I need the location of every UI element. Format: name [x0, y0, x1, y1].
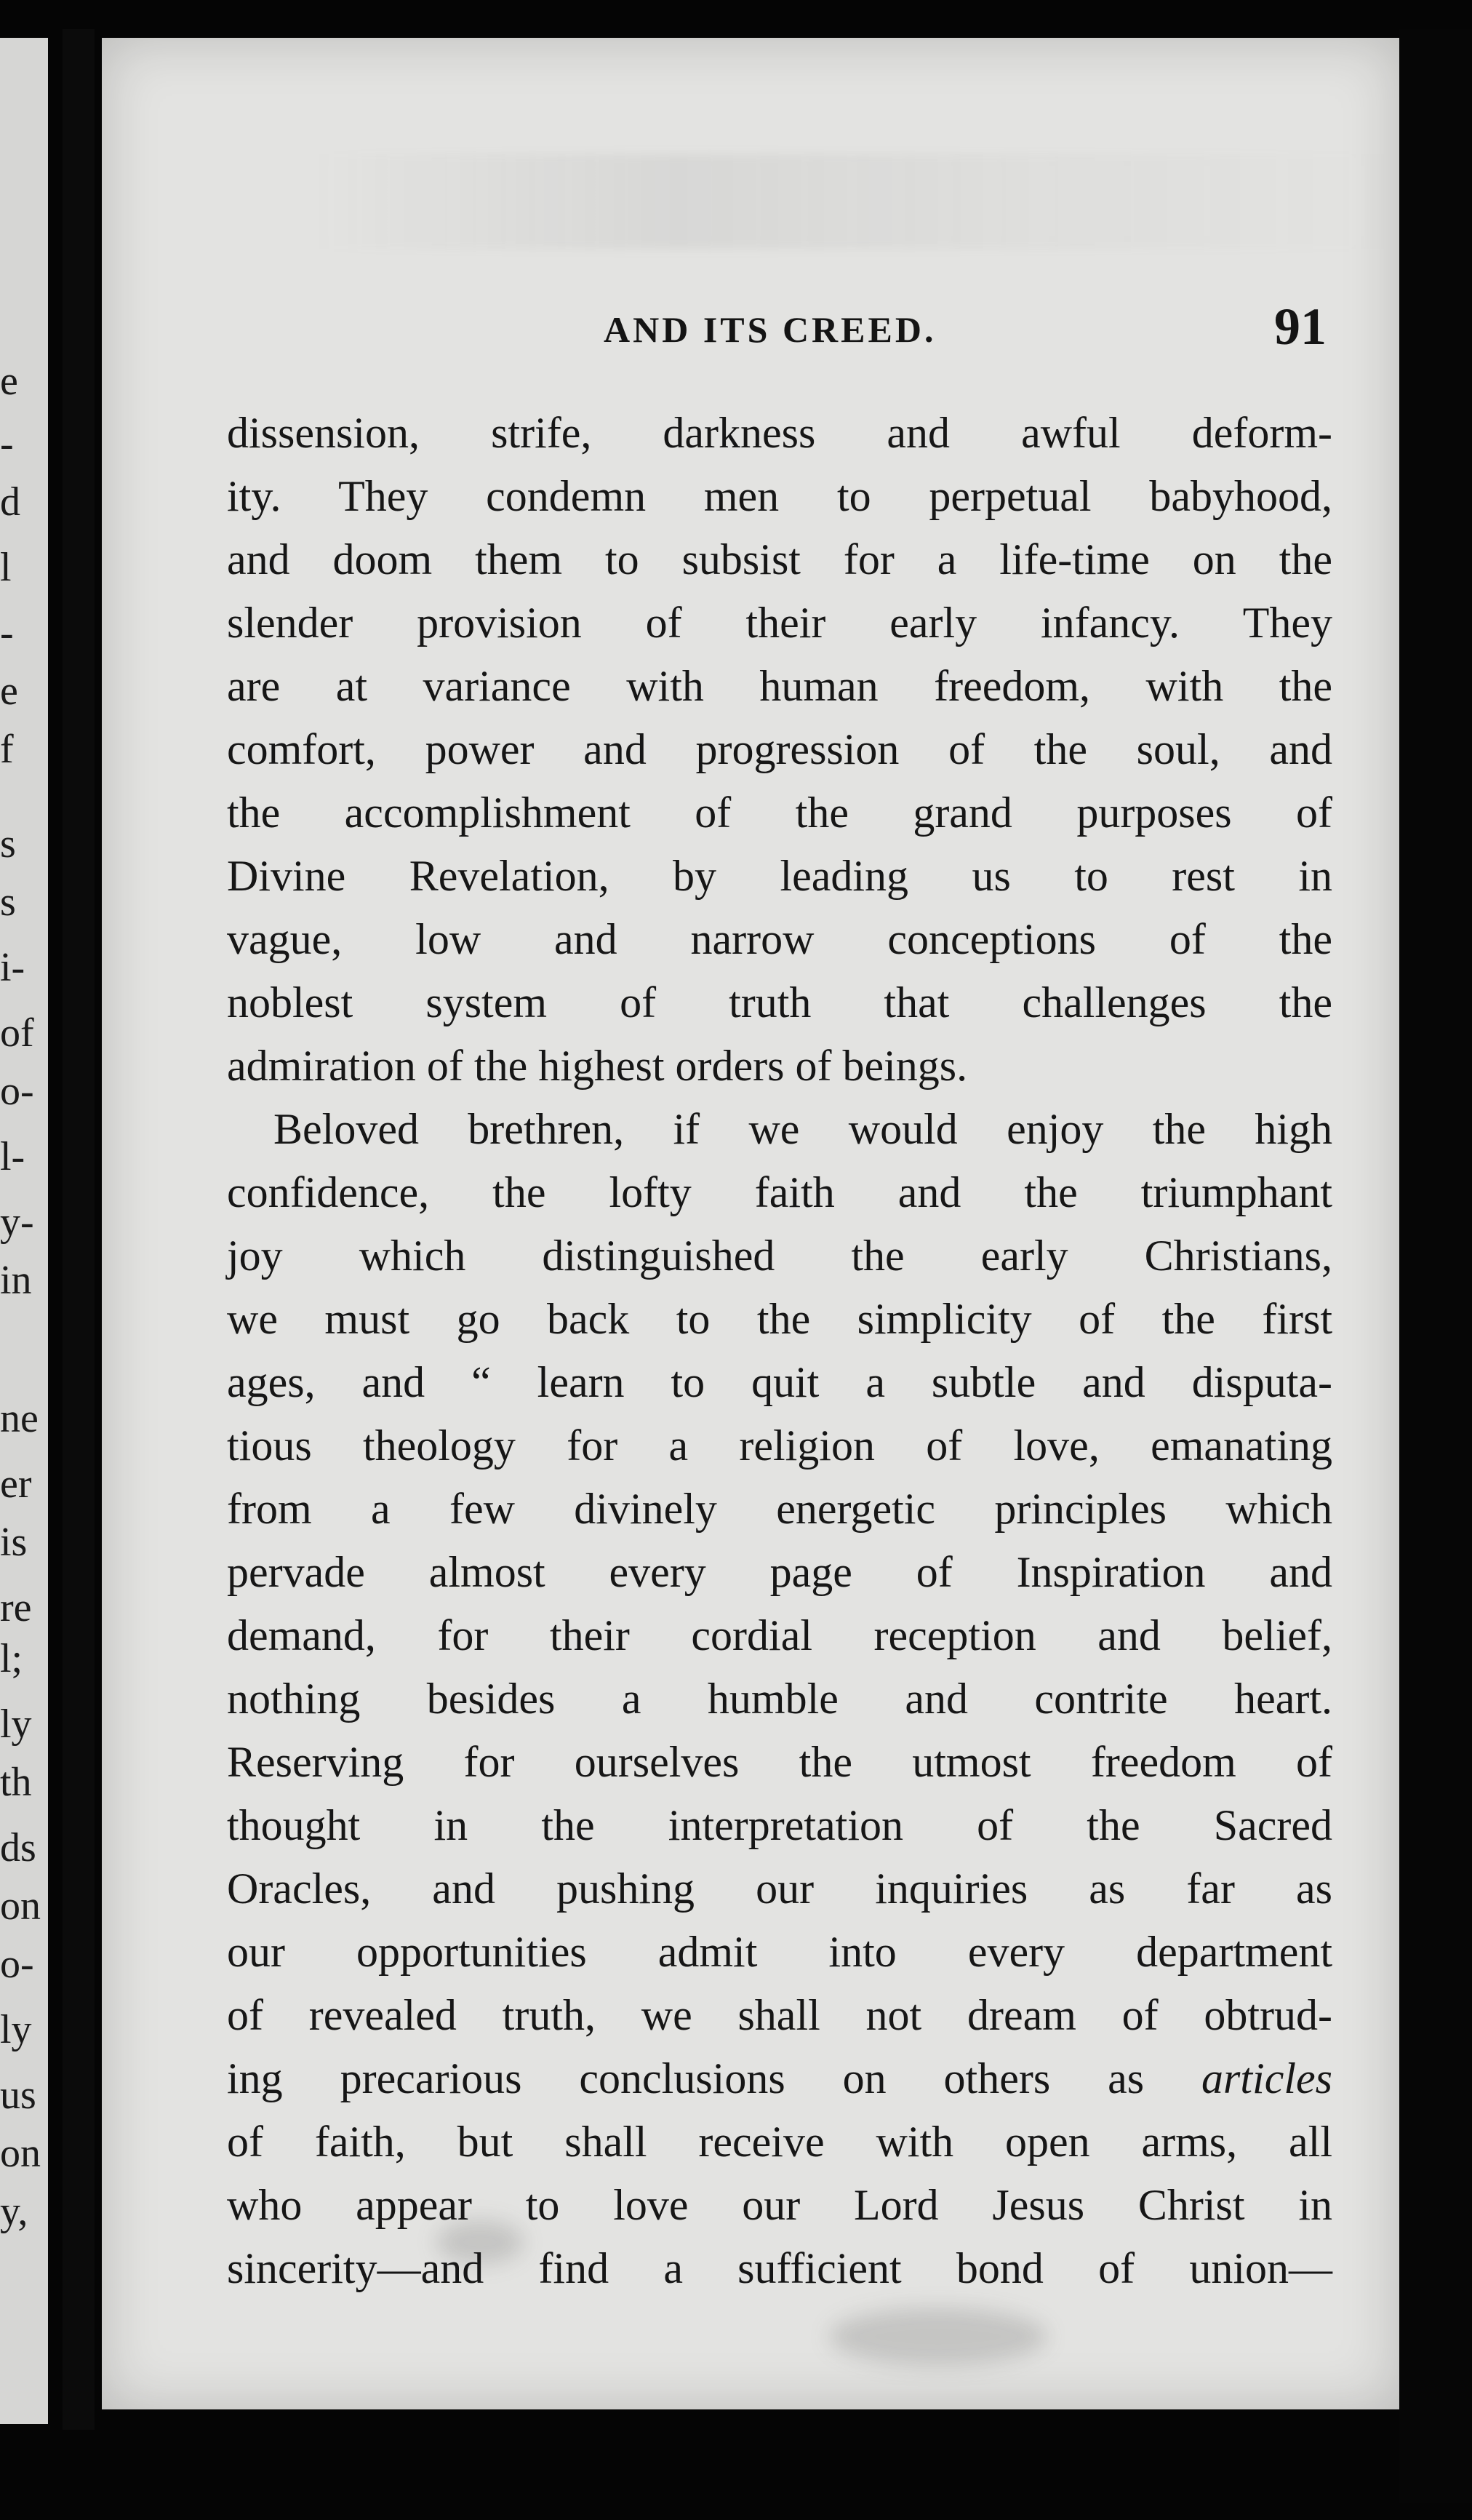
left-fragment: e	[0, 359, 18, 404]
left-fragment: o-	[0, 1069, 34, 1114]
left-fragment: d	[0, 479, 20, 525]
text-line: ages, and “ learn to quit a subtle and disputa-	[227, 1358, 1332, 1406]
text-line: nothing besides a humble and contrite heart.	[227, 1675, 1332, 1723]
left-fragment: ly	[0, 2007, 32, 2052]
text-line: Beloved brethren, if we would enjoy the high	[273, 1105, 1332, 1153]
left-fragment: y-	[0, 1200, 34, 1245]
text-line: and doom them to subsist for a life-time on the	[227, 535, 1332, 583]
left-fragment: l;	[0, 1636, 23, 1681]
text-line: dissension, strife, darkness and awful deform-	[227, 409, 1332, 457]
text-line: of faith, but shall receive with open arms, all	[227, 2118, 1332, 2166]
left-fragment: i-	[0, 945, 25, 990]
text-line: from a few divinely energetic principles which	[227, 1485, 1332, 1533]
text-line: tious theology for a religion of love, emanating	[227, 1422, 1332, 1470]
left-fragment: ly	[0, 1702, 32, 1747]
page-smudge	[829, 2308, 1047, 2366]
text-line: sincerity—and find a sufficient bond of union—	[227, 2244, 1332, 2292]
text-line: ity. They condemn men to perpetual babyhood,	[227, 472, 1332, 520]
left-fragment: er	[0, 1462, 32, 1507]
text-line: of revealed truth, we shall not dream of obtrud-	[227, 1991, 1332, 2039]
page-number: 91	[1274, 298, 1327, 356]
left-page-fragment	[0, 38, 48, 2424]
left-fragment: s	[0, 821, 16, 866]
text-line: the accomplishment of the grand purposes of	[227, 789, 1332, 837]
text-line: thought in the interpretation of the Sacred	[227, 1801, 1332, 1849]
book-gutter	[63, 29, 95, 2430]
left-fragment: re	[0, 1585, 32, 1630]
left-fragment: th	[0, 1760, 32, 1805]
left-fragment: l-	[0, 1134, 25, 1179]
text-line: are at variance with human freedom, with the	[227, 662, 1332, 710]
text-line: pervade almost every page of Inspiration and	[227, 1548, 1332, 1596]
text-line: who appear to love our Lord Jesus Christ in	[227, 2181, 1332, 2229]
left-fragment: is	[0, 1520, 28, 1565]
left-fragment: ne	[0, 1396, 39, 1441]
running-head: AND ITS CREED.	[604, 309, 937, 350]
left-fragment: us	[0, 2073, 36, 2118]
text-line: vague, low and narrow conceptions of the	[227, 915, 1332, 963]
text-line: Reserving for ourselves the utmost freedom of	[227, 1738, 1332, 1786]
text-line: noblest system of truth that challenges the	[227, 978, 1332, 1026]
text-line: slender provision of their early infancy. They	[227, 599, 1332, 647]
left-fragment: o-	[0, 1942, 34, 1987]
text-line: demand, for their cordial reception and belief,	[227, 1611, 1332, 1659]
text-line	[227, 2047, 1332, 2110]
body-text	[227, 402, 1332, 2300]
text-line: joy which distinguished the early Christians,	[227, 1232, 1332, 1280]
left-fragment: on	[0, 2131, 41, 2176]
text-line: confidence, the lofty faith and the triumphant	[227, 1168, 1332, 1216]
bleed-through-shadow	[313, 154, 1404, 249]
scan-border-right	[1399, 29, 1472, 2503]
left-fragment: -	[0, 610, 14, 655]
book-page	[102, 38, 1399, 2409]
italic-word: articles	[1201, 2054, 1332, 2102]
line-text: ing precarious conclusions on others as	[227, 2054, 1202, 2102]
left-fragment: ds	[0, 1825, 36, 1870]
left-fragment: of	[0, 1010, 34, 1056]
text-line: Divine Revelation, by leading us to rest in	[227, 852, 1332, 900]
left-fragment: l	[0, 545, 12, 590]
left-fragment: f	[0, 727, 14, 772]
left-fragment: s	[0, 880, 16, 925]
text-line: our opportunities admit into every department	[227, 1928, 1332, 1976]
text-line: Oracles, and pushing our inquiries as far as	[227, 1865, 1332, 1913]
text-line: admiration of the highest orders of beings.	[227, 1042, 968, 1090]
left-fragment: -	[0, 421, 14, 466]
left-fragment: y,	[0, 2189, 28, 2234]
text-line: we must go back to the simplicity of the first	[227, 1295, 1332, 1343]
left-fragment: on	[0, 1883, 41, 1929]
left-fragment: in	[0, 1258, 32, 1303]
text-line: comfort, power and progression of the soul, and	[227, 725, 1332, 773]
left-fragment: e	[0, 669, 18, 714]
